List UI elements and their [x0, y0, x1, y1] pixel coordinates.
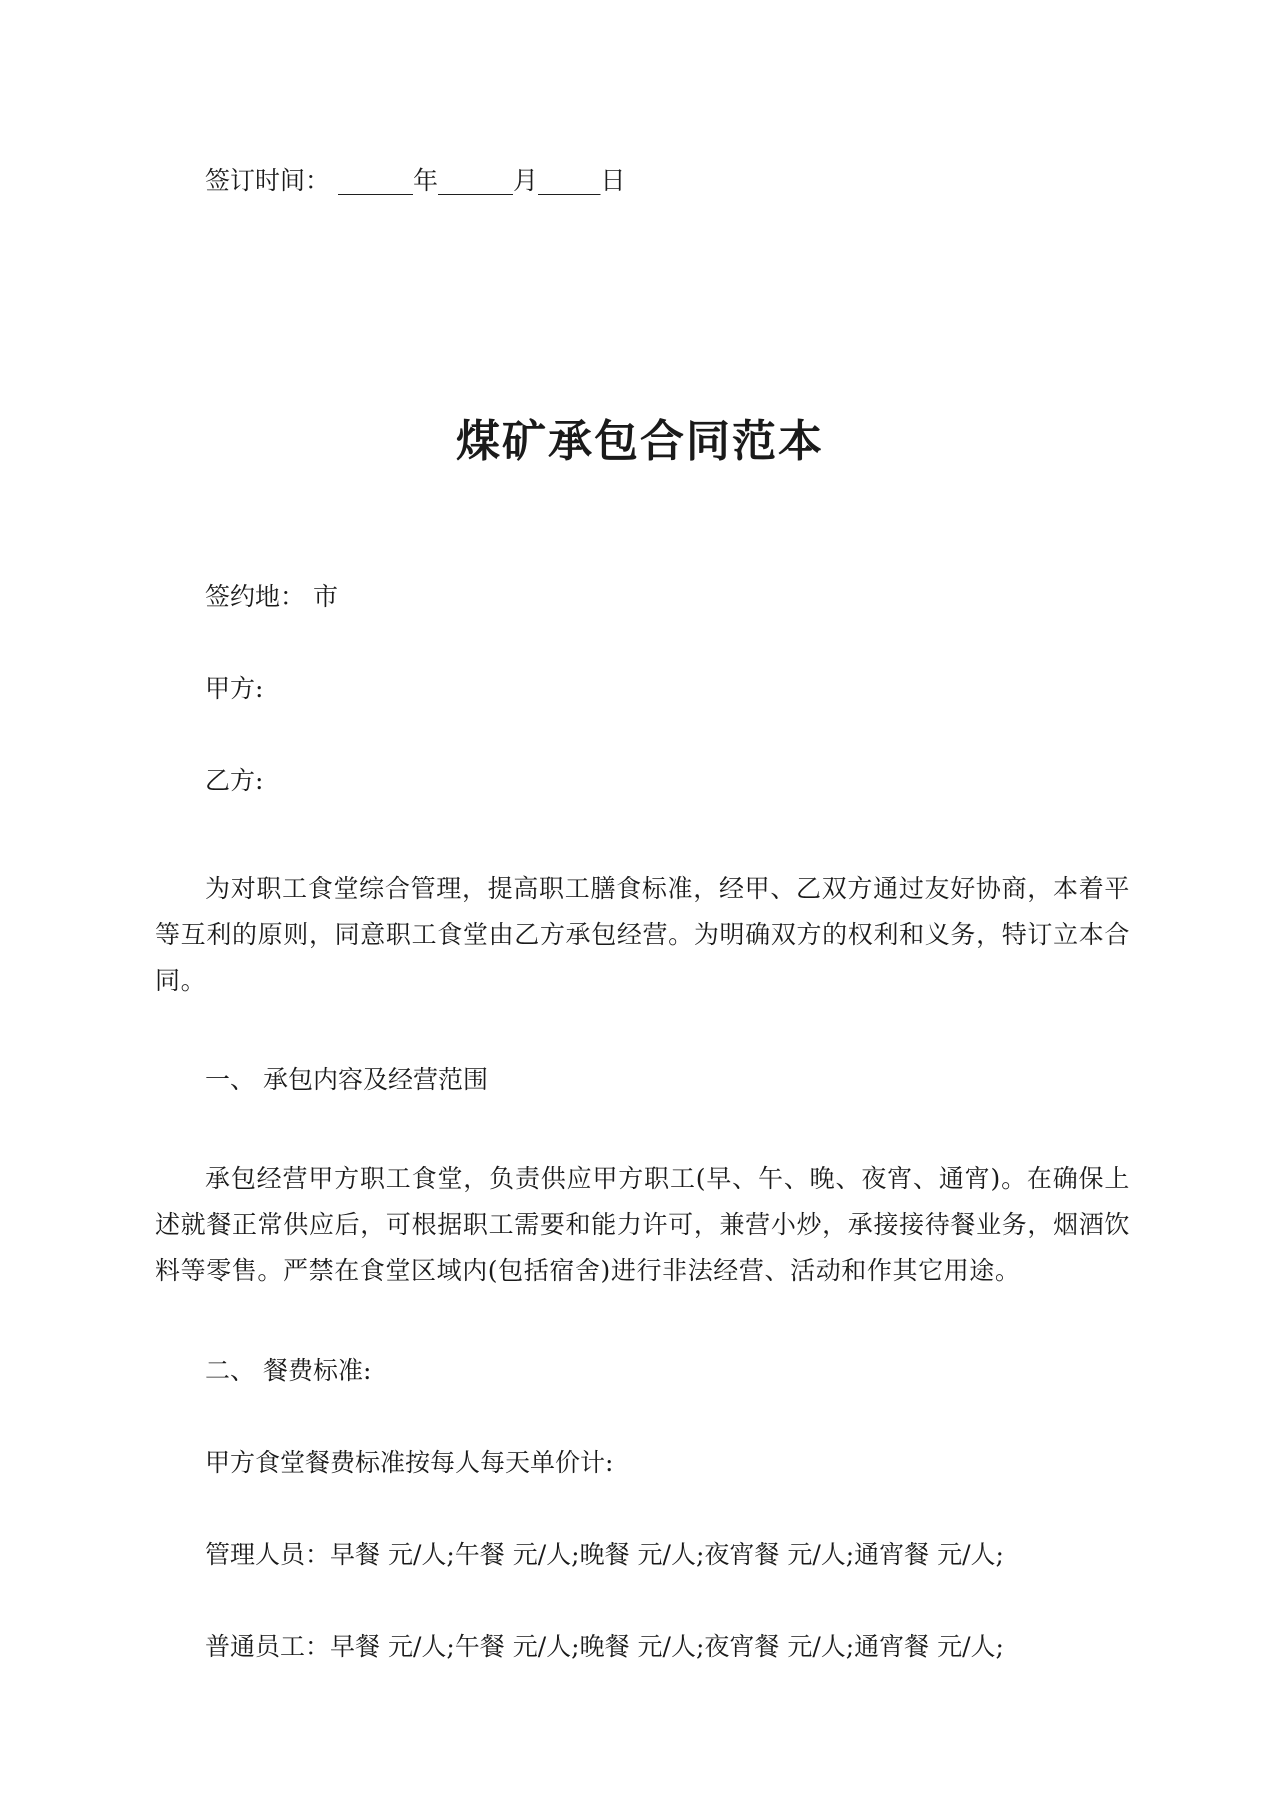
party-b: 乙方: — [205, 766, 264, 795]
section1-heading: 一、 承包内容及经营范围 — [205, 1065, 488, 1094]
section2-intro: 甲方食堂餐费标准按每人每天单价计: — [205, 1448, 614, 1477]
party-a: 甲方: — [205, 674, 264, 703]
managers-rate: 管理人员：早餐 元/人;午餐 元/人;晚餐 元/人;夜宵餐 元/人;通宵餐 元/人; — [205, 1540, 1004, 1569]
intro-paragraph: 为对职工食堂综合管理，提高职工膳食标准，经甲、乙双方通过友好协商，本着平等互利的原则，同意职工食堂由乙方承包经营。为明确双方的权利和义务，特订立本合同。 — [155, 874, 1130, 995]
document-title: 煤矿承包合同范本 — [456, 416, 824, 467]
workers-rate: 普通员工：早餐 元/人;午餐 元/人;晚餐 元/人;夜宵餐 元/人;通宵餐 元/人; — [205, 1632, 1004, 1661]
section2-heading: 二、 餐费标准: — [205, 1356, 372, 1385]
signing-date: 签订时间： ______年______月_____日 — [205, 166, 626, 195]
sign-place: 签约地： 市 — [205, 582, 338, 611]
section1-body: 承包经营甲方职工食堂，负责供应甲方职工(早、午、晚、夜宵、通宵)。在确保上述就餐正常供应后，可根据职工需要和能力许可，兼营小炒，承接接待餐业务，烟酒饮料等零售。严禁在食堂区域内(包括宿舍)进行非法经营、活动和作其它用途。 — [155, 1164, 1130, 1285]
